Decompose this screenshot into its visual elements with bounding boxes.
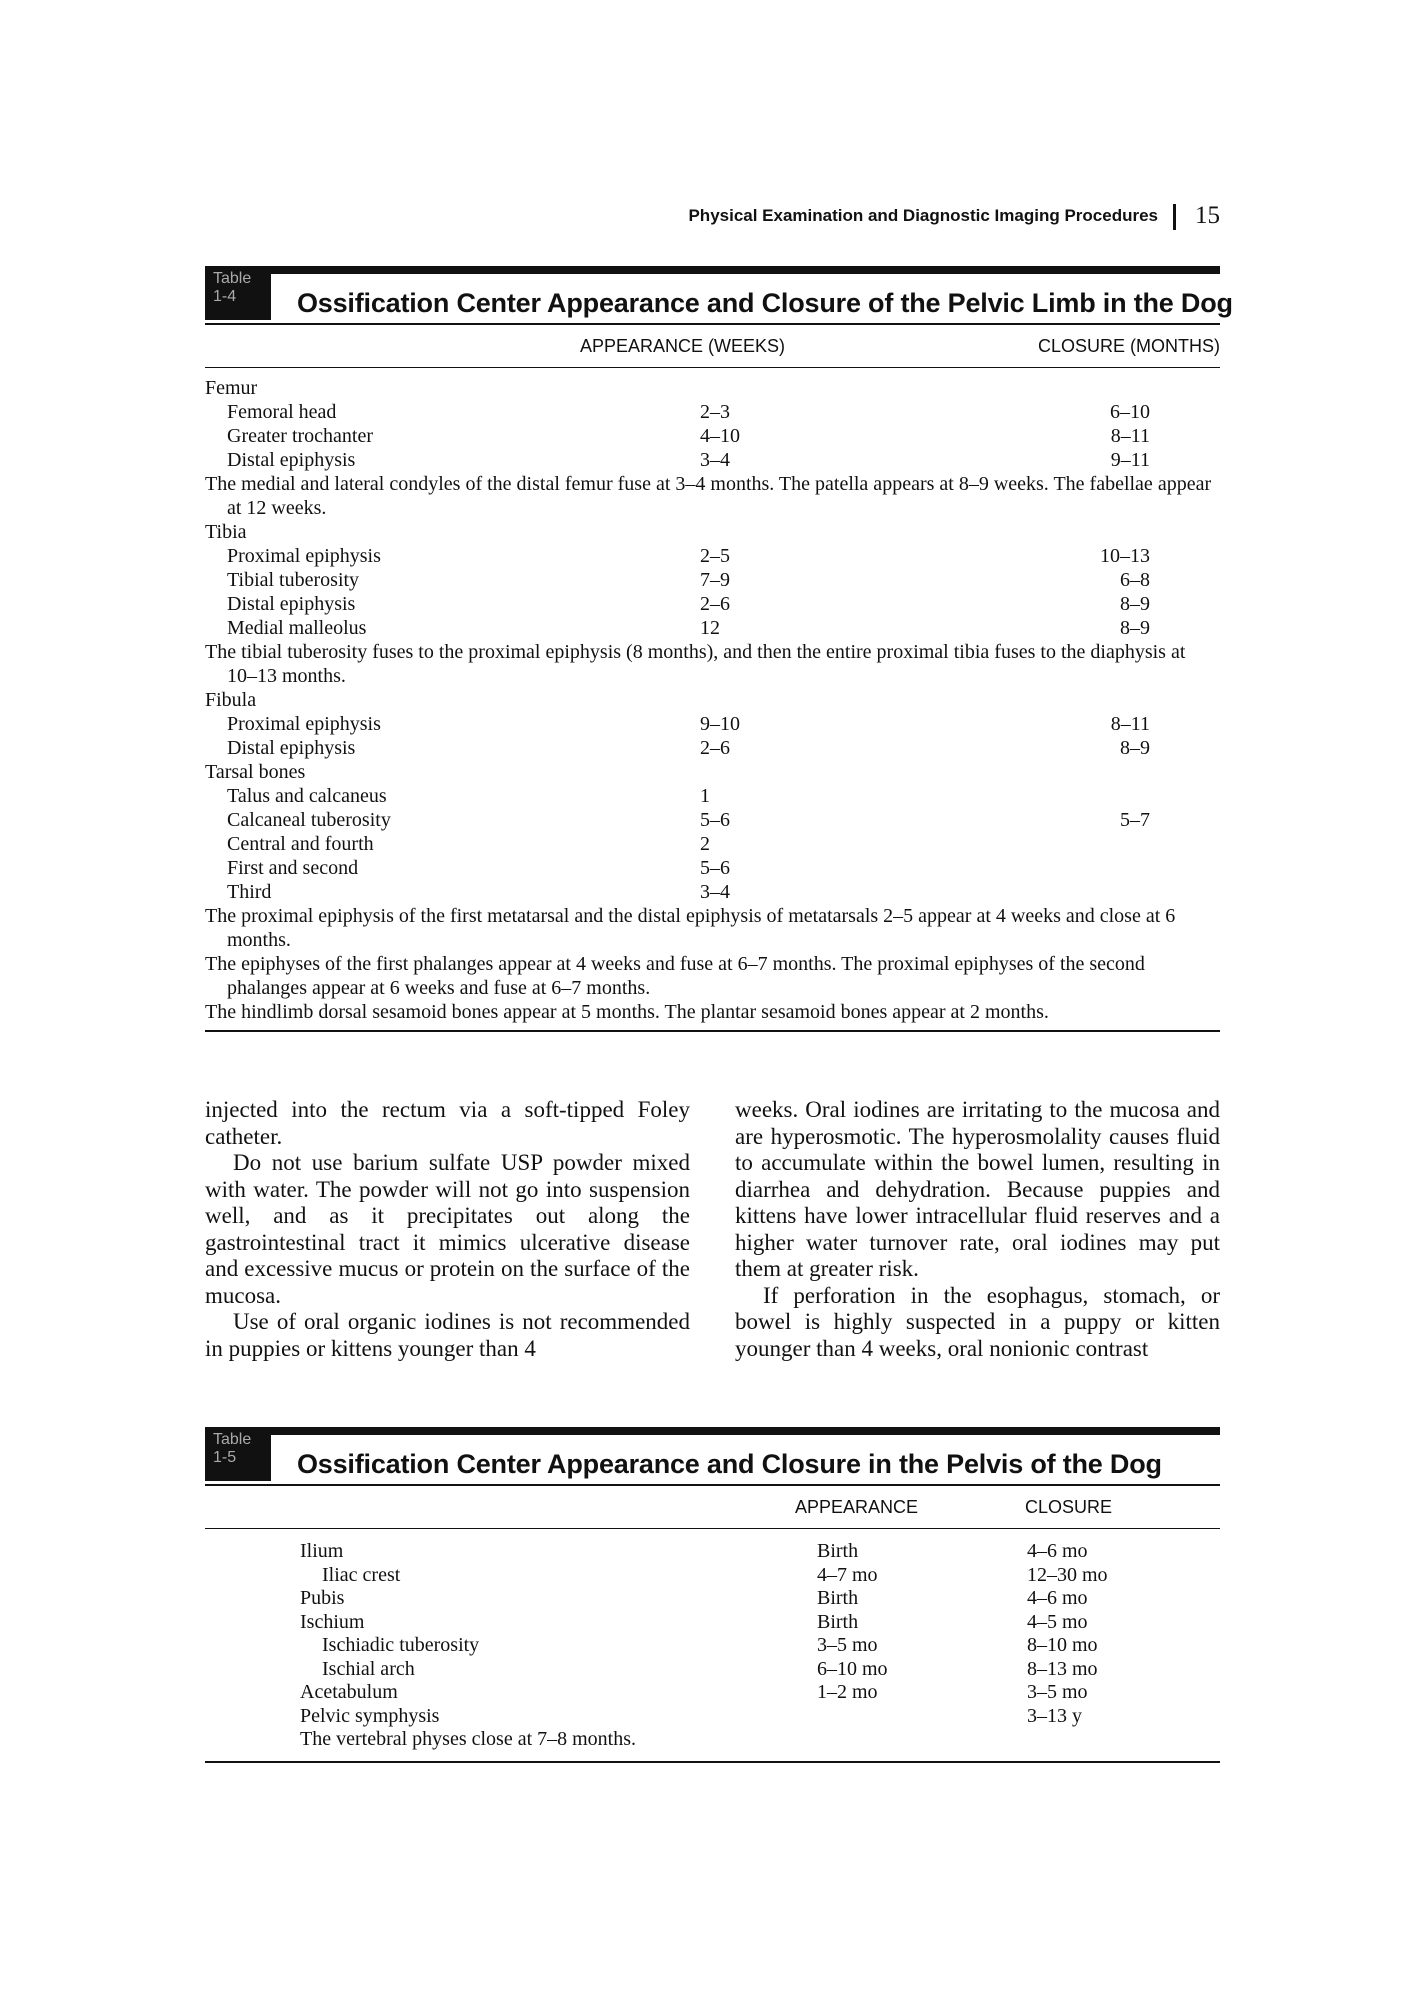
table-note: The hindlimb dorsal sesamoid bones appear at 5 months. The plantar sesamoid bones appear at 2 months.	[205, 1001, 1049, 1023]
cell-appearance: 3–4	[700, 449, 730, 471]
cell-closure: 8–10 mo	[1027, 1634, 1098, 1656]
row-label: Proximal epiphysis	[227, 545, 381, 567]
cell-appearance: 4–10	[700, 425, 740, 447]
row-label: Distal epiphysis	[227, 449, 356, 471]
cell-closure: 12–30 mo	[1027, 1563, 1108, 1586]
table-note: The tibial tuberosity fuses to the proximal epiphysis (8 months), and then the entire proximal tibia fuses to the diaphysis at 10–13 months.	[205, 641, 1186, 687]
table-1-5	[205, 1427, 1220, 1767]
table-row	[205, 712, 1220, 736]
header-rule	[205, 367, 1220, 368]
cell-appearance: 5–6	[700, 809, 730, 831]
cell-closure: 3–13 y	[1027, 1704, 1082, 1727]
row-label: Calcaneal tuberosity	[227, 809, 391, 831]
cell-closure: 10–13	[1100, 545, 1150, 567]
row-label: The vertebral physes close at 7–8 months.	[300, 1728, 637, 1750]
table-body	[205, 1540, 1220, 1752]
table-title: Ossification Center Appearance and Closure of the Pelvic Limb in the Dog	[297, 288, 1233, 318]
page-number: 15	[1195, 202, 1220, 229]
table-label-word: Table	[213, 1431, 252, 1448]
table-row	[205, 1705, 1220, 1729]
cell-closure: 8–11	[1110, 713, 1150, 735]
cell-appearance: 2	[700, 833, 710, 855]
cell-appearance: 7–9	[700, 569, 730, 591]
col-header-appearance: APPEARANCE (WEEKS)	[580, 336, 786, 356]
col-header-appearance: APPEARANCE	[795, 1497, 919, 1517]
body-column-left	[205, 1097, 690, 1362]
cell-closure: 6–8	[1120, 569, 1150, 591]
running-header	[600, 202, 1220, 232]
table-row	[205, 616, 1220, 640]
row-label: Pubis	[300, 1587, 345, 1609]
cell-appearance: 1–2 mo	[817, 1681, 878, 1703]
table-row	[205, 736, 1220, 760]
table-row	[205, 1564, 1220, 1588]
cell-appearance: Birth	[817, 1610, 859, 1633]
cell-closure: 3–5 mo	[1027, 1681, 1088, 1703]
col-header-closure: CLOSURE (MONTHS)	[1037, 336, 1220, 356]
table-bottom-rule	[205, 1030, 1220, 1032]
table-top-bar	[205, 266, 1220, 274]
table-row	[205, 376, 1220, 400]
paragraph: injected into the rectum via a soft-tipped Foley catheter.	[205, 1097, 690, 1149]
row-label: Iliac crest	[322, 1563, 401, 1586]
table-note: The proximal epiphysis of the first metatarsal and the distal epiphysis of metatarsals 2–5 appear at 4 weeks and close at 6 months.	[205, 905, 1176, 951]
paragraph: Do not use barium sulfate USP powder mixed with water. The powder will not go into suspension well, and as it precipitates out along the gastrointestinal tract it mimics ulcerative disease and excessive mucus or protein on the surface of the mucosa.	[205, 1150, 690, 1308]
paragraph: If perforation in the esophagus, stomach, or bowel is highly suspected in a puppy or kitten younger than 4 weeks, oral nonionic contrast	[735, 1282, 1220, 1361]
row-label: First and second	[227, 857, 359, 879]
row-label: Central and fourth	[227, 833, 374, 855]
table-label	[205, 1427, 271, 1481]
table-row	[205, 1728, 1220, 1752]
table-1-4	[205, 266, 1233, 1036]
cell-closure: 5–7	[1120, 809, 1150, 831]
table-row	[205, 448, 1220, 472]
row-label: Tibia	[205, 521, 247, 543]
title-rule	[205, 323, 1220, 325]
row-label: Ischiadic tuberosity	[322, 1634, 480, 1656]
table-row	[205, 592, 1220, 616]
row-label: Distal epiphysis	[227, 737, 356, 759]
row-label: Talus and calcaneus	[227, 785, 387, 807]
table-label	[205, 266, 271, 320]
cell-appearance: 5–6	[700, 857, 730, 879]
cell-closure: 8–11	[1110, 425, 1150, 447]
table-title: Ossification Center Appearance and Closure in the Pelvis of the Dog	[297, 1449, 1162, 1479]
body-column-right	[735, 1097, 1220, 1362]
table-row	[205, 832, 1220, 856]
table-row	[205, 1587, 1220, 1611]
cell-appearance: 2–3	[700, 401, 730, 423]
cell-appearance: 2–6	[700, 593, 730, 615]
table-row	[205, 784, 1220, 808]
cell-appearance: Birth	[817, 1587, 859, 1609]
table-row	[205, 1634, 1220, 1658]
table-label-number: 1-4	[213, 288, 237, 305]
row-label: Proximal epiphysis	[227, 713, 381, 735]
title-rule	[205, 1484, 1220, 1486]
table-row	[205, 520, 1220, 544]
row-label: Pelvic symphysis	[300, 1704, 440, 1727]
cell-closure: 8–9	[1120, 617, 1150, 639]
table-label-word: Table	[213, 270, 252, 287]
table-row	[205, 1681, 1220, 1705]
header-divider	[1173, 204, 1176, 230]
cell-appearance: 2–5	[700, 545, 730, 567]
table-row	[205, 760, 1220, 784]
table-note: The medial and lateral condyles of the distal femur fuse at 3–4 months. The patella appears at 8–9 weeks. The fabellae appear at 12 weeks.	[205, 473, 1212, 519]
row-label: Femur	[205, 377, 258, 399]
table-row	[205, 808, 1220, 832]
table-row	[205, 568, 1220, 592]
table-row	[205, 880, 1220, 904]
cell-closure: 8–9	[1120, 593, 1150, 615]
cell-appearance: 2–6	[700, 737, 730, 759]
cell-closure: 9–11	[1110, 449, 1150, 471]
cell-appearance: 1	[700, 785, 710, 807]
cell-closure: 8–9	[1120, 737, 1150, 759]
cell-closure: 4–6 mo	[1027, 1540, 1088, 1562]
cell-closure: 4–5 mo	[1027, 1610, 1088, 1633]
col-header-closure: CLOSURE	[1025, 1497, 1113, 1517]
table-row	[205, 1658, 1220, 1682]
paragraph: Use of oral organic iodines is not recommended in puppies or kittens younger than 4	[205, 1309, 690, 1361]
table-row	[205, 1611, 1220, 1635]
table-row	[205, 688, 1220, 712]
cell-closure: 8–13 mo	[1027, 1657, 1098, 1680]
row-label: Distal epiphysis	[227, 593, 356, 615]
cell-appearance: 3–5 mo	[817, 1634, 878, 1656]
row-label: Ischial arch	[322, 1657, 415, 1680]
table-row	[205, 424, 1220, 448]
cell-appearance: Birth	[817, 1540, 859, 1562]
row-label: Tarsal bones	[205, 761, 306, 783]
row-label: Third	[227, 881, 272, 903]
cell-appearance: 3–4	[700, 881, 730, 903]
paragraph: weeks. Oral iodines are irritating to the mucosa and are hyperosmotic. The hyperosmolality causes fluid to accumulate within the bowel lumen, resulting in diarrhea and dehydration. Because puppies and kittens have lower intracellular fluid reserves and a higher water turnover rate, oral iodines may put them at greater risk.	[735, 1097, 1220, 1281]
row-label: Tibial tuberosity	[227, 569, 360, 591]
table-bottom-rule	[205, 1761, 1220, 1763]
cell-appearance: 9–10	[700, 713, 740, 735]
row-label: Acetabulum	[300, 1681, 398, 1703]
row-label: Femoral head	[227, 401, 337, 423]
row-label: Ischium	[300, 1610, 365, 1633]
cell-appearance: 12	[700, 617, 720, 639]
running-title: Physical Examination and Diagnostic Imaging Procedures	[688, 206, 1158, 225]
cell-appearance: 6–10 mo	[817, 1657, 888, 1680]
table-row	[205, 1540, 1220, 1564]
header-rule	[205, 1528, 1220, 1529]
table-note: The epiphyses of the first phalanges appear at 4 weeks and fuse at 6–7 months. The proximal epiphyses of the second phalanges appear at 6 weeks and fuse at 6–7 months.	[205, 953, 1145, 999]
row-label: Medial malleolus	[227, 617, 367, 639]
table-top-bar	[205, 1427, 1220, 1435]
table-row	[205, 856, 1220, 880]
table-body	[205, 376, 1220, 1024]
cell-closure: 6–10	[1110, 401, 1150, 423]
cell-closure: 4–6 mo	[1027, 1587, 1088, 1609]
cell-appearance: 4–7 mo	[817, 1563, 878, 1586]
row-label: Fibula	[205, 689, 257, 711]
row-label: Ilium	[300, 1540, 344, 1562]
table-row	[205, 400, 1220, 424]
row-label: Greater trochanter	[227, 425, 374, 447]
table-label-number: 1-5	[213, 1449, 237, 1466]
table-row	[205, 544, 1220, 568]
